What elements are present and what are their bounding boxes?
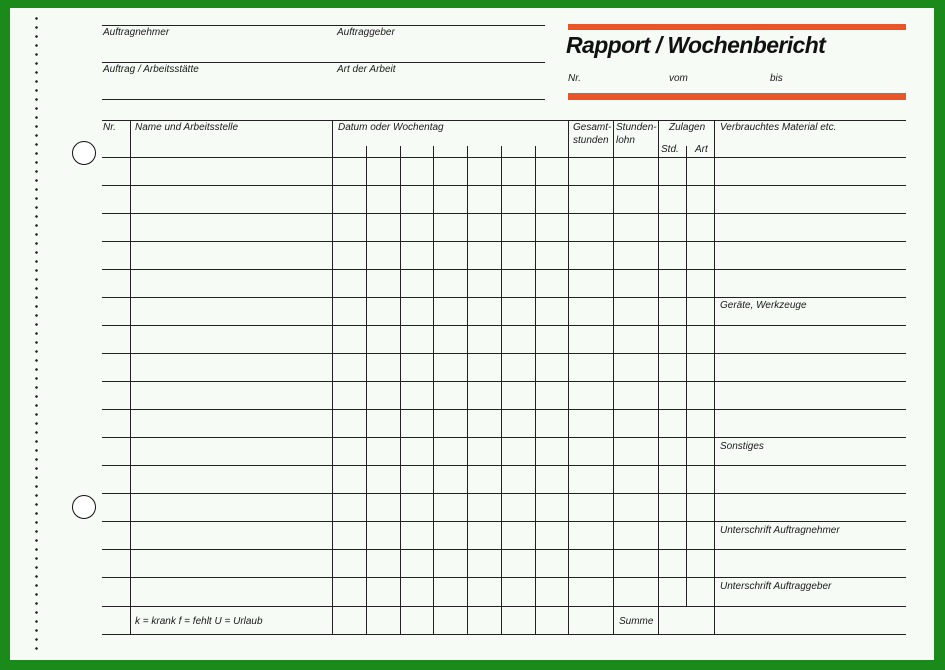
table-row-rule <box>102 269 714 270</box>
table-header-rule <box>102 157 714 158</box>
table-row-rule <box>102 325 714 326</box>
auftragnehmer-label: Auftragnehmer <box>103 27 170 38</box>
table-row-rule <box>102 493 714 494</box>
table-row-rule <box>102 213 714 214</box>
side-rule <box>714 577 906 578</box>
side-rule <box>714 409 906 410</box>
col-divider <box>568 120 569 634</box>
date-col-divider <box>535 146 536 634</box>
col-lohn-label-1: Stunden- <box>616 122 657 133</box>
col-zulagen-label: Zulagen <box>669 122 706 133</box>
side-rule <box>714 381 906 382</box>
table-row-rule <box>102 465 714 466</box>
title-bottom-bar <box>568 93 906 100</box>
table-top-rule <box>102 120 906 121</box>
sig-auftragnehmer-label: Unterschrift Auftragnehmer <box>720 525 840 536</box>
side-rule <box>714 241 906 242</box>
sonstiges-label: Sonstiges <box>720 441 764 452</box>
zulagen-divider <box>686 146 687 606</box>
summe-label: Summe <box>619 616 654 627</box>
side-rule <box>714 213 906 214</box>
geraete-label: Geräte, Werkzeuge <box>720 300 807 311</box>
col-lohn-label-2: lohn <box>616 135 635 146</box>
table-row-rule <box>102 521 714 522</box>
table-bottom-rule <box>102 634 906 635</box>
table-row-rule <box>102 353 714 354</box>
auftrag-label: Auftrag / Arbeitsstätte <box>103 64 199 75</box>
table-row-rule <box>102 297 714 298</box>
table-row-rule <box>102 549 714 550</box>
side-rule <box>714 549 906 550</box>
side-rule <box>714 297 906 298</box>
table-row-rule <box>102 577 714 578</box>
date-col-divider <box>467 146 468 634</box>
side-rule <box>714 353 906 354</box>
table-row-rule <box>102 185 714 186</box>
header-top-rule <box>102 25 545 26</box>
punch-hole-top <box>72 141 96 165</box>
table-row-rule <box>102 241 714 242</box>
col-art-label: Art <box>695 144 708 155</box>
col-gesamt-label-2: stunden <box>573 135 609 146</box>
side-rule <box>714 269 906 270</box>
vom-label: vom <box>669 73 688 84</box>
date-col-divider <box>366 146 367 634</box>
table-row-rule <box>102 381 714 382</box>
date-col-divider <box>433 146 434 634</box>
form-sheet <box>10 8 934 660</box>
sig-auftraggeber-label: Unterschrift Auftraggeber <box>720 581 832 592</box>
col-std-label: Std. <box>661 144 679 155</box>
col-divider <box>658 120 659 634</box>
side-rule <box>714 606 906 607</box>
bis-label: bis <box>770 73 783 84</box>
table-row-rule <box>102 606 714 607</box>
legend-text: k = krank f = fehlt U = Urlaub <box>135 616 263 627</box>
col-divider <box>613 120 614 634</box>
perforation-line <box>35 14 38 654</box>
header-bottom-rule <box>102 99 545 100</box>
auftraggeber-label: Auftraggeber <box>337 27 395 38</box>
material-label: Verbrauchtes Material etc. <box>720 122 837 133</box>
side-rule <box>714 493 906 494</box>
col-datum-label: Datum oder Wochentag <box>338 122 444 133</box>
side-rule <box>714 437 906 438</box>
col-name-label: Name und Arbeitsstelle <box>135 122 239 133</box>
col-divider <box>332 120 333 634</box>
header-middle-rule <box>102 62 545 63</box>
date-col-divider <box>400 146 401 634</box>
art-der-arbeit-label: Art der Arbeit <box>337 64 396 75</box>
col-divider <box>714 120 715 634</box>
side-rule <box>714 521 906 522</box>
date-col-divider <box>501 146 502 634</box>
col-nr-label: Nr. <box>103 122 116 133</box>
nr-label: Nr. <box>568 73 581 84</box>
side-rule <box>714 325 906 326</box>
table-row-rule <box>102 437 714 438</box>
table-row-rule <box>102 409 714 410</box>
side-rule <box>714 157 906 158</box>
punch-hole-bottom <box>72 495 96 519</box>
form-title: Rapport / Wochenbericht <box>566 32 826 58</box>
col-gesamt-label-1: Gesamt- <box>573 122 612 133</box>
col-divider <box>130 120 131 634</box>
title-top-bar <box>568 24 906 30</box>
side-rule <box>714 185 906 186</box>
side-rule <box>714 465 906 466</box>
